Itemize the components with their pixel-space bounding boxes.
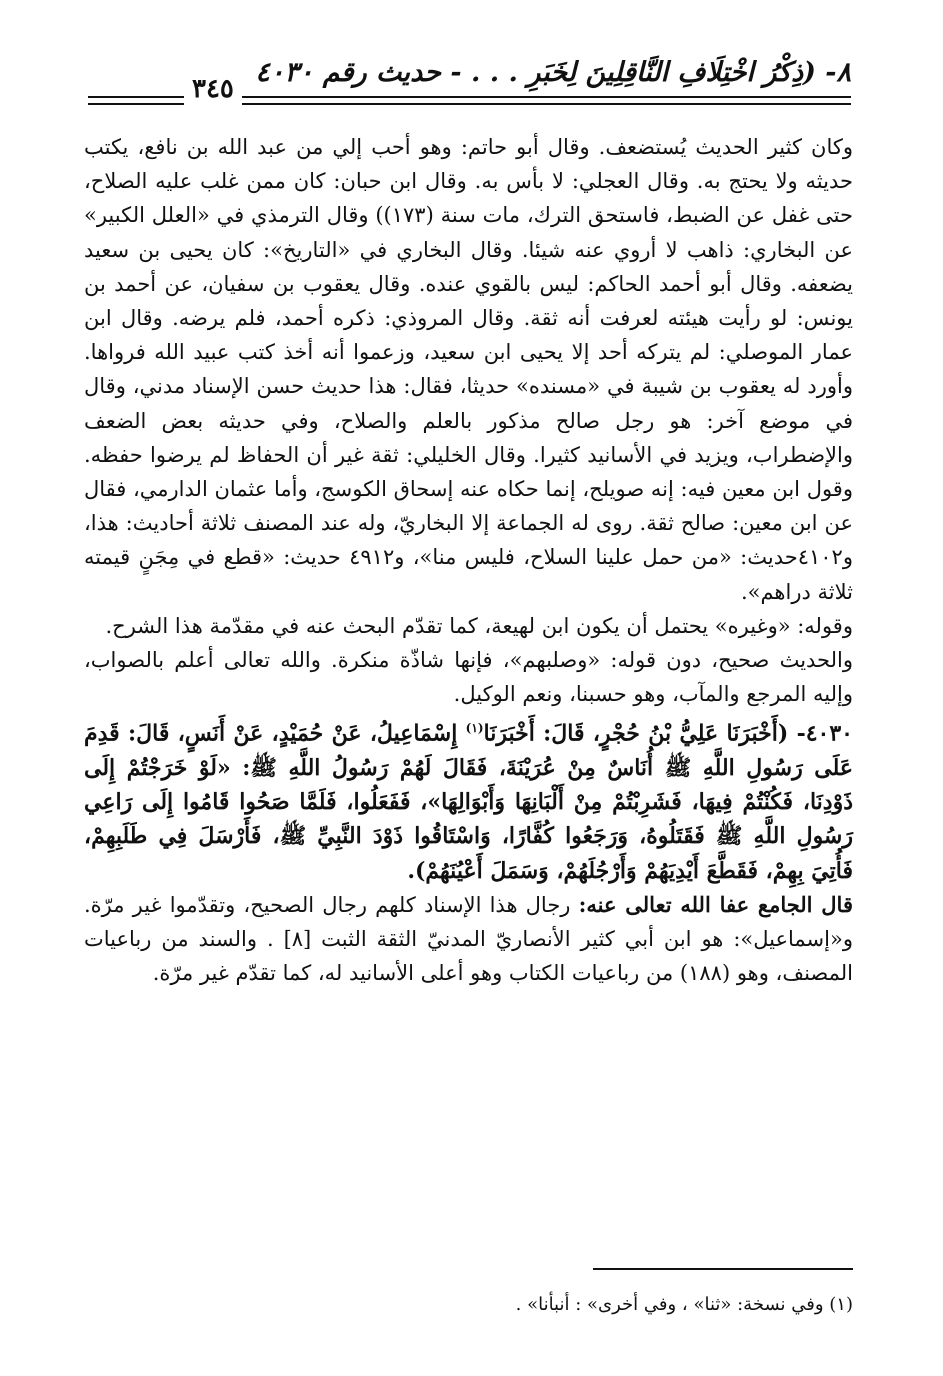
main-text xyxy=(84,130,853,990)
commentary-lead: قال الجامع عفا الله تعالى عنه: xyxy=(578,891,853,917)
page-header xyxy=(88,50,851,110)
footnote-rule xyxy=(593,1268,853,1270)
page-number: ٣٤٥ xyxy=(184,72,242,106)
running-title: ٨- (ذِكْرُ اخْتِلَافِ النَّاقِلِينَ لِخَبَرِ . . . - حديث رقم ٤٠٣٠ xyxy=(255,57,851,88)
commentary-text: رجال هذا الإسناد كلهم رجال الصحيح، وتقدّموا غير مرّة. و«إسماعيل»: هو ابن أبي كثير الأنصاريّ المدنيّ الثقة الثبت [٨] . والسند من رباعيات المصنف، وهو (١٨٨) من رباعيات الكتاب وهو أعلى الأسانيد له، كما تقدّم غير مرّة. xyxy=(84,892,853,986)
paragraph-narrator-assessment: وكان كثير الحديث يُستضعف. وقال أبو حاتم: وهو أحب إلي من عبد الله بن نافع، يكتب حديثه ولا يحتج به. وقال العجلي: لا بأس به. وقال ابن حبان: كان ممن غلب عليه الصلاح، حتى غفل عن الضبط، فاستحق الترك، مات سنة (١٧٣)) وقال الترمذي في «العلل الكبير» عن البخاري: ذاهب لا أروي عنه شيئا. وقال البخاري في «التاريخ»: كان يحيى بن سعيد يضعفه. وقال أبو أحمد الحاكم: ليس بالقوي عنده. وقال يعقوب بن سفيان، عن أحمد بن يونس: لو رأيت هيئته لعرفت أنه ثقة. وقال المروذي: ذكره أحمد، فلم يرضه. وقال ابن عمار الموصلي: لم يتركه أحد إلا يحيى ابن سعيد، وزعموا أنه أخذ كتب عبيد الله فرواها. وأورد له يعقوب بن شيبة في «مسنده» حديثا، فقال: هذا حديث حسن الإسناد مدني، وقال في موضع آخر: هو رجل صالح مذكور بالعلم والصلاح، وفي حديثه بعض الضعف والإضطراب، ويزيد في الأسانيد كثيرا. وقال الخليلي: ثقة غير أن الحفاظ لم يرضوا حفظه. وقول ابن معين فيه: إنه صويلح، إنما حكاه عنه إسحاق الكوسج، وأما عثمان الدارمي، فقال عن ابن معين: صالح ثقة. روى له الجماعة إلا البخاريّ، وله عند المصنف ثلاثة أحاديث: هذا، و٤١٠٢حديث: «من حمل علينا السلاح، فليس منا»، و٤٩١٢ حديث: «قطع في مِجَنٍ قيمته ثلاثة دراهم». xyxy=(84,135,853,604)
hadith-text-part1: ٤٠٣٠- (أَخْبَرَنَا عَلِيُّ بْنُ حُجْرٍ، قَالَ: أَخْبَرَنَا xyxy=(483,720,853,747)
paragraph-commentary xyxy=(84,888,853,991)
footnote: (١) وفي نسخة: «ثنا» ، وفي أخرى» : أنبأنا» . xyxy=(515,1294,853,1315)
paragraph-wa-ghairuhu: وقوله: «وغيره» يحتمل أن يكون ابن لهيعة، كما تقدّم البحث عنه في مقدّمة هذا الشرح. xyxy=(105,613,853,638)
paragraph-hadith-grading: والحديث صحيح، دون قوله: «وصلبهم»، فإنها شاذّة منكرة. والله تعالى أعلم بالصواب، وإليه المرجع والمآب، وهو حسبنا، ونعم الوكيل. xyxy=(84,648,853,707)
footnote-marker: (١) xyxy=(465,721,484,736)
hadith-text-part2: إِسْمَاعِيلُ، عَنْ حُمَيْدٍ، عَنْ أَنَسٍ، قَالَ: قَدِمَ عَلَى رَسُولِ اللَّهِ ﷺ أُنَاسٌ مِنْ عُرَيْنَةَ، فَقَالَ لَهُمْ رَسُولُ اللَّهِ ﷺ: «لَوْ خَرَجْتُمْ إِلَى ذَوْدِنَا، فَكُنْتُمْ فِيهَا، فَشَرِبْتُمْ مِنْ أَلْبَانِهَا وَأَبْوَالِهَا»، فَفَعَلُوا، فَلَمَّا صَحُوا قَامُوا إِلَى رَاعِي رَسُولِ اللَّهِ ﷺ فَقَتَلُوهُ، وَرَجَعُوا كُفَّارًا، وَاسْتَاقُوا ذَوْدَ النَّبِيِّ ﷺ، فَأَرْسَلَ فِي طَلَبِهِمْ، فَأُتِيَ بِهِمْ، فَقَطَّعَ أَيْدِيَهُمْ وَأَرْجُلَهُمْ، وَسَمَلَ أَعْيُنَهُمْ). xyxy=(84,720,853,884)
hadith-text xyxy=(84,711,853,887)
